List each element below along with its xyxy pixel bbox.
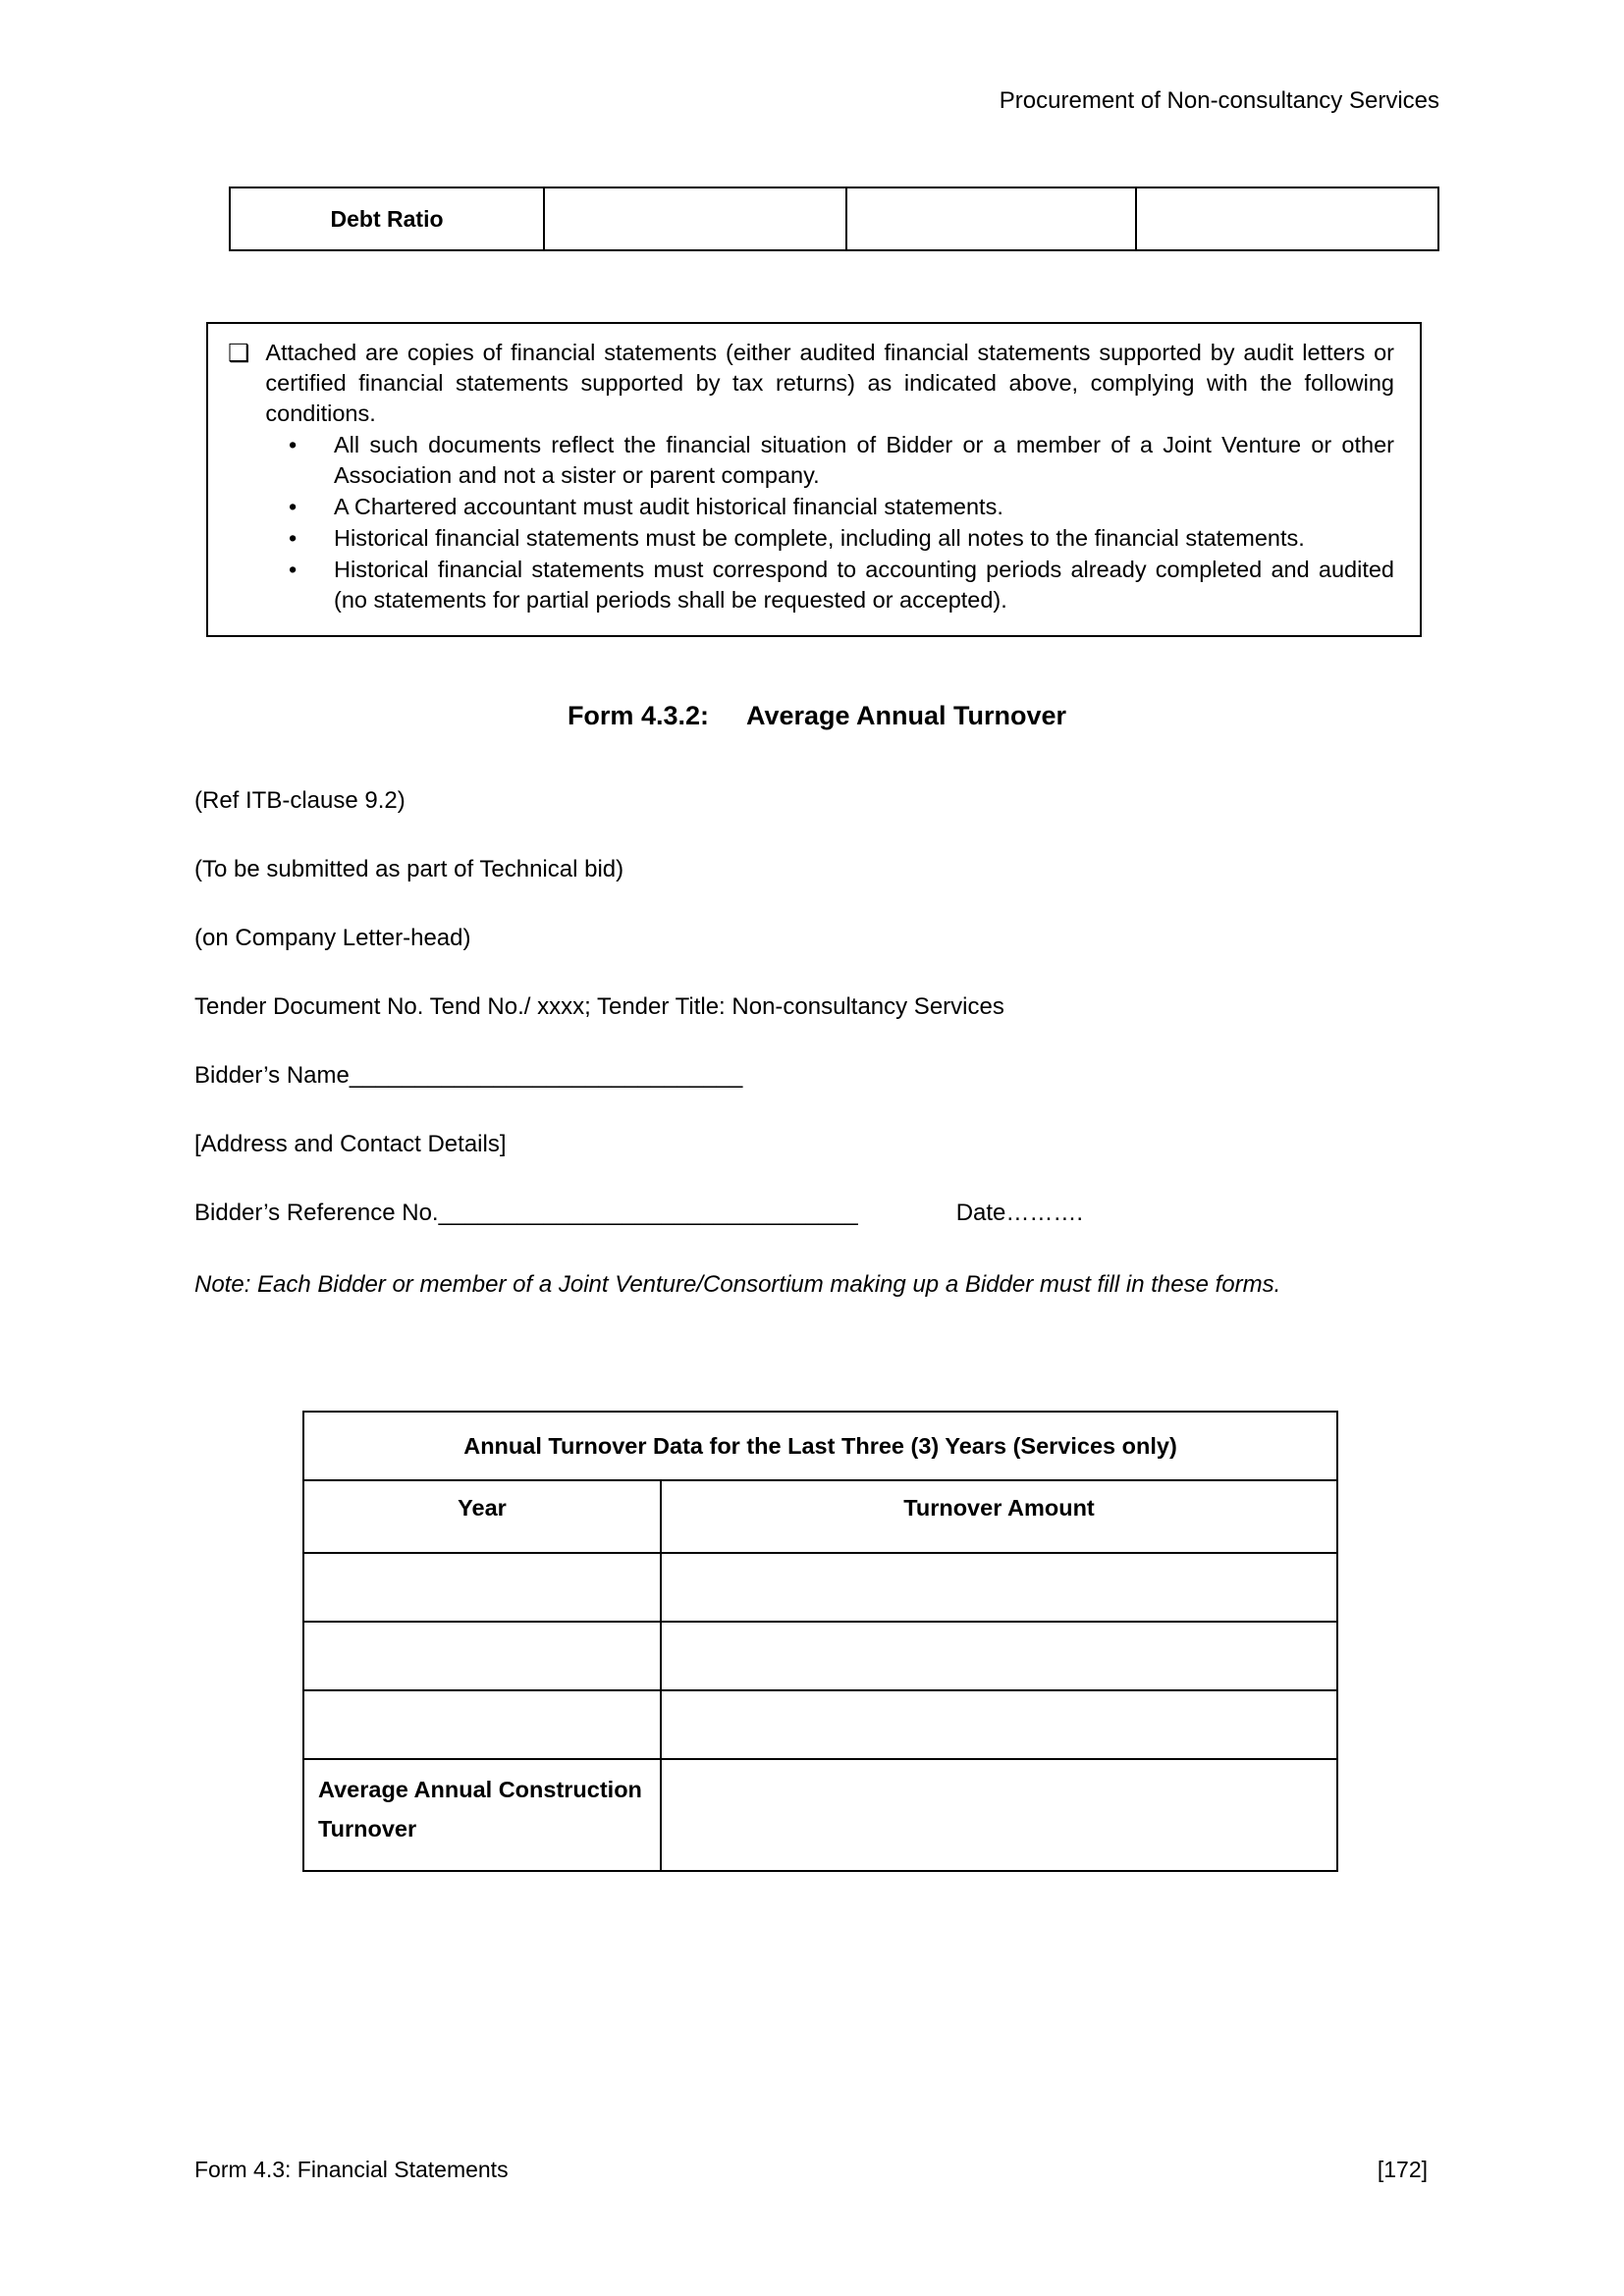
table-title-row — [303, 1412, 1337, 1480]
bidder-name-blank-field: ______________________________ — [349, 1062, 743, 1089]
bidder-name-line — [194, 1061, 1439, 1090]
letterhead-line: (on Company Letter-head) — [194, 925, 471, 951]
debt-ratio-table — [229, 187, 1439, 251]
page-footer — [194, 2156, 1428, 2183]
annual-turnover-table — [302, 1411, 1338, 1872]
debt-ratio-label-cell: Debt Ratio — [230, 187, 544, 250]
checkbox-icon: ❑ — [228, 339, 250, 367]
submission-note-line: (To be submitted as part of Technical bid) — [194, 856, 624, 882]
financial-statements-conditions-box — [206, 322, 1422, 637]
empty-cell — [1136, 187, 1438, 250]
column-header-year: Year — [303, 1480, 661, 1553]
checklist-item — [228, 338, 1394, 429]
list-item — [228, 430, 1394, 491]
form-name: Average Annual Turnover — [745, 701, 1067, 730]
footer-page-number: [172] — [1377, 2157, 1428, 2182]
joint-venture-note: Note: Each Bidder or member of a Joint Venture/Consortium making up a Bidder must fill in these forms. — [194, 1271, 1281, 1298]
ref-clause-line: (Ref ITB-clause 9.2) — [194, 787, 406, 814]
turnover-amount-cell — [661, 1690, 1337, 1759]
empty-cell — [544, 187, 846, 250]
bullet-text: Historical financial statements must correspond to accounting periods already completed and audited (no statements for partial periods shall be requested or accepted). — [334, 557, 1394, 613]
table-row — [230, 187, 1438, 250]
bullet-icon: • — [289, 525, 298, 551]
bullet-icon: • — [289, 557, 298, 582]
table-row — [303, 1622, 1337, 1690]
table-average-row — [303, 1759, 1337, 1871]
average-annual-turnover-value-cell — [661, 1759, 1337, 1871]
list-item — [228, 523, 1394, 554]
list-item — [228, 492, 1394, 522]
reference-blank-field: ________________________________ — [438, 1200, 858, 1226]
bullet-text: Historical financial statements must be complete, including all notes to the financial statements. — [334, 525, 1305, 551]
column-header-turnover-amount: Turnover Amount — [661, 1480, 1337, 1553]
address-contact-line: [Address and Contact Details] — [194, 1131, 507, 1157]
checklist-intro-text: Attached are copies of financial statements (either audited financial statements supported by audit letters or certified financial statements supported by tax returns) as indicated above, complying with the following conditions. — [265, 340, 1394, 426]
tender-document-line: Tender Document No. Tend No./ xxxx; Tender Title: Non-consultancy Services — [194, 993, 1004, 1020]
bullet-text: All such documents reflect the financial situation of Bidder or a member of a Joint Venture or other Association and not a sister or parent company. — [334, 432, 1394, 488]
turnover-table-title: Annual Turnover Data for the Last Three (3) Years (Services only) — [303, 1412, 1337, 1480]
average-annual-turnover-label: Average Annual Construction Turnover — [303, 1759, 661, 1871]
form-title — [194, 700, 1439, 731]
bullet-icon: • — [289, 432, 298, 457]
footer-form-reference: Form 4.3: Financial Statements — [194, 2157, 509, 2182]
turnover-amount-cell — [661, 1553, 1337, 1622]
table-header-row — [303, 1480, 1337, 1553]
form-intro-section — [194, 786, 1439, 1303]
empty-cell — [846, 187, 1136, 250]
list-item — [228, 555, 1394, 615]
table-row — [303, 1690, 1337, 1759]
table-row — [303, 1553, 1337, 1622]
date-label: Date………. — [955, 1200, 1084, 1226]
bullet-text: A Chartered accountant must audit historical financial statements. — [334, 494, 1003, 519]
year-cell — [303, 1690, 661, 1759]
year-cell — [303, 1622, 661, 1690]
turnover-amount-cell — [661, 1622, 1337, 1690]
year-cell — [303, 1553, 661, 1622]
reference-label: Bidder’s Reference No. — [194, 1200, 439, 1226]
form-number: Form 4.3.2: — [567, 701, 709, 730]
bullet-icon: • — [289, 494, 298, 519]
bidder-name-label: Bidder’s Name — [194, 1062, 350, 1089]
page-header: Procurement of Non-consultancy Services — [999, 87, 1439, 114]
reference-date-line — [194, 1199, 1439, 1227]
